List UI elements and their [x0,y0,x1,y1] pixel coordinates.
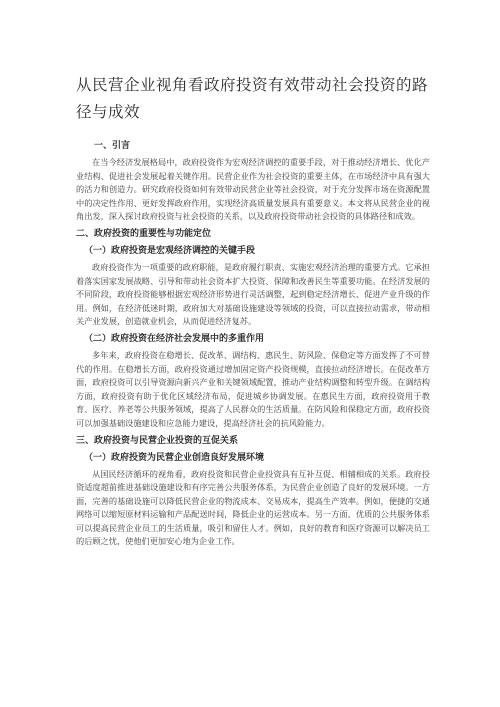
section-2-sub-2-paragraph: 多年来，政府投资在稳增长、促改革、调结构、惠民生、防风险、保稳定等方面发挥了不可替代的作用。在稳增长方面，政府投资通过增加固定资产投资规模，直接拉动经济增长。在促改革方面，政府投资可以引导资源向新兴产业和关键领域配置，推动产业结构调整和转型升级。在调结构方面，政府投资有助于优化区域经济布局，促进城乡协调发展。在惠民生方面，政府投资用于教育、医疗、养老等公共服务领域，提高了人民群众的生活质量。在防风险和保稳定方面，政府投资可以加强基础设施建设和应急能力建设，提高经济社会的抗风险能力。 [76,349,430,428]
section-3-sub-1-paragraph: 从国民经济循环的视角看，政府投资和民营企业投资具有互补互促、相辅相成的关系。政府投资适度超前推进基础设施建设和有序完善公共服务体系，为民营企业创造了良好的发展环境。一方面，完善的基础设施可以降低民营企业的物流成本、交易成本，提高生产效率。例如，便捷的交通网络可以缩短原材料运输和产品配送时间，降低企业的运营成本。另一方面，优质的公共服务体系可以提高民营企业员工的生活质量，吸引和留住人才。例如，良好的教育和医疗资源可以解决员工的后顾之忧，使他们更加安心地为企业工作。 [76,468,430,547]
section-1-paragraph: 在当今经济发展格局中，政府投资作为宏观经济调控的重要手段，对于推动经济增长、优化产业结构、促进社会发展起着关键作用。民营企业作为社会投资的重要主体，在市场经济中具有强大的活力和创造力。研究政府投资如何有效带动民营企业等社会投资，对于充分发挥市场在资源配置中的决定性作用、更好发挥政府作用，实现经济高质量发展具有重要意义。本文将从民营企业的视角出发，深入探讨政府投资与社会投资的关系，以及政府投资带动社会投资的具体路径和成效。 [76,157,430,222]
section-2-sub-1-paragraph: 政府投资作为一项重要的政府职能，是政府履行职责、实施宏观经济治理的重要方式。它承担着落实国家发展战略、引导和带动社会资本扩大投资、保障和改善民生等重要功能。在经济发展的不同阶段，政府投资能够根据宏观经济形势进行灵活调整，起到稳定经济增长、促进产业升级的作用。例如，在经济低迷时期，政府加大对基础设施建设等领域的投资，可以直接拉动需求，带动相关产业发展，创造就业机会，从而促进经济复苏。 [76,261,430,327]
section-2-heading: 二、政府投资的重要性与功能定位 [76,228,212,239]
section-2-sub-1-heading: （一）政府投资是宏观经济调控的关键手段 [84,245,256,256]
section-1-heading: 一、引言 [94,141,131,151]
section-3-heading: 三、政府投资与民营企业投资的互促关系 [76,435,239,446]
section-3-sub-1-heading: （一）政府投资为民营企业创造良好发展环境 [84,452,265,463]
section-2-sub-2-heading: （二）政府投资在经济社会发展中的多重作用 [84,333,265,344]
document-title: 从民营企业视角看政府投资有效带动社会投资的路径与成效 [76,76,429,121]
